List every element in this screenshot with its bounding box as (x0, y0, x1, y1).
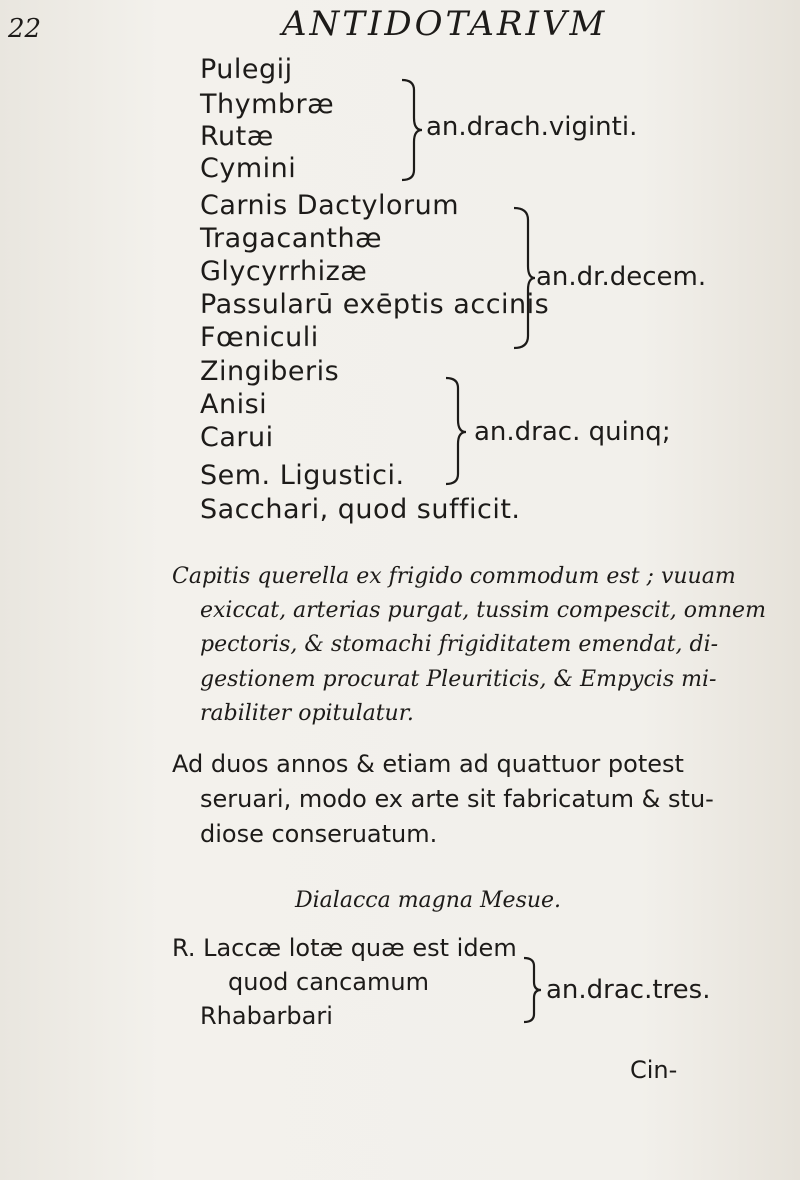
virtues-line: Capitis querella ex frigido commodum est ; vuuam (172, 564, 736, 589)
preservation-line: seruari, modo ex arte sit fabricatum & stu- (200, 785, 714, 813)
brace-group2 (512, 204, 536, 354)
ingredient: Fœniculi (200, 322, 319, 353)
brace-recipe2 (522, 954, 544, 1028)
recipe-title: Dialacca magna Mesue. (295, 888, 562, 913)
virtues-line: rabiliter opitulatur. (200, 701, 414, 726)
ingredient: Rhabarbari (200, 1002, 333, 1030)
ingredient: R. Laccæ lotæ quæ est idem (172, 934, 517, 962)
preservation-line: Ad duos annos & etiam ad quattuor potest (172, 750, 684, 778)
ingredient: Sem. Ligustici. (200, 460, 405, 491)
ingredient: Thymbræ (200, 89, 335, 120)
ingredient: Passularū exēptis accinis (200, 289, 550, 320)
brace-group1 (400, 76, 424, 186)
ingredient: Carui (200, 422, 274, 453)
brace-group3 (444, 374, 468, 490)
ingredient: Carnis Dactylorum (200, 190, 460, 221)
dose-group3: an.drac. quinq; (474, 417, 671, 447)
final-ingredient-line: Sacchari, quod sufficit. (200, 494, 521, 525)
page-number: 22 (8, 14, 42, 44)
ingredient: Tragacanthæ (200, 223, 383, 254)
ingredient: Anisi (200, 389, 268, 420)
ingredient: quod cancamum (228, 968, 429, 996)
virtues-line: gestionem procurat Pleuriticis, & Empycis mi- (200, 667, 717, 692)
ingredient: Pulegij (200, 54, 293, 85)
virtues-line: exiccat, arterias purgat, tussim compescit, omnem (200, 598, 766, 623)
preservation-line: diose conseruatum. (200, 820, 438, 848)
ingredient: Cymini (200, 153, 297, 184)
dose-group2: an.dr.decem. (536, 262, 707, 292)
dose-recipe2: an.drac.tres. (546, 975, 711, 1005)
catchword: Cin- (630, 1056, 678, 1084)
virtues-line: pectoris, & stomachi frigiditatem emendat, di- (200, 632, 719, 657)
ingredient: Zingiberis (200, 356, 340, 387)
dose-group1: an.drach.viginti. (426, 112, 638, 142)
ingredient: Glycyrrhizæ (200, 256, 368, 287)
ingredient: Rutæ (200, 121, 274, 152)
running-title: ANTIDOTARIVM (282, 4, 608, 44)
